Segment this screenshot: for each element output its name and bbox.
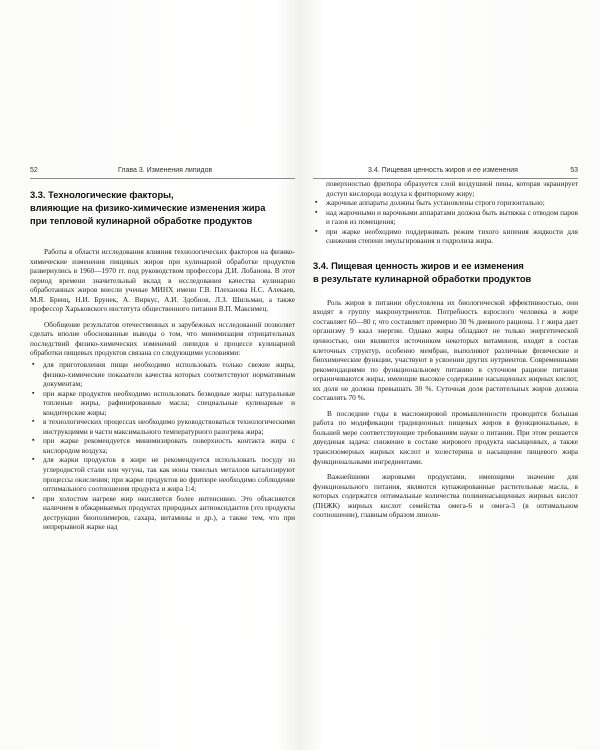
list-item: ▪ для приготовления пищи необходимо использовать только свежие жиры, физико-химические показатели качества которых соответствуют нормативным документам;	[30, 360, 295, 389]
list-item: ▪ при холостом нагреве жир окисляется более интенсивно. Это объясняется наличием в обжариваемых продуктах природных антиоксидантов (это продукты деструкции биополимеров, сахара, витамины и др.), а также тем, что при непрерывной жарке над	[30, 494, 295, 532]
list-item-continuation: поверхностью фритюра образуется слой воздушной пены, которая экранирует доступ кислорода воздуха к фритюрному жиру;	[326, 179, 578, 198]
list-item: ▪ жарочные аппараты должны быть установлены строго горизонтально;	[313, 198, 578, 208]
heading-line: влияющие на физико-химические изменения жира	[30, 203, 266, 213]
heading-line: 3.3. Технологические факторы,	[30, 190, 174, 200]
paragraph: Работы в области исследования влияния технологических факторов на физико-химические изменения пищевых жиров при кулинарной обработке продуктов развернулись в 1960—1970 гг. под руководством профессора Д.И. Лобанова. В этот период времени значительный вклад в исследования качества кулинарно обработанных жиров внесли ученые МИНХ имени Г.В. Плеханова Н.С. Алекаев, М.Я. Бренц, Н.И. Брунек, А. Виркус, А.И. Здобнов, Л.З. Шильман, а также профессор Харьковского института общественного питания В.П. Максимец.	[30, 247, 295, 314]
conditions-list-continued	[313, 179, 578, 246]
paragraph: Важнейшими жировыми продуктами, имеющими значение для функционального питания, являются купажированные растительные масла, в которых содержатся оптимальные количества полиненасыщенных жирных кислот (ПНЖК) жирных кислот семейства омега-6 и омега-3 (в оптимальном соотношении), главным образом линоле-	[313, 472, 578, 520]
section-heading-3-4	[313, 260, 578, 286]
right-page-header	[313, 164, 578, 179]
list-item: ▪ над жарочными и варочными аппаратами должна быть вытяжка с отводом паров и газов из помещения;	[313, 208, 578, 227]
conditions-list	[30, 360, 295, 532]
running-head-left: Глава 3. Изменения липидов	[118, 167, 213, 174]
heading-line: 3.4. Пищевая ценность жиров и ее изменения	[313, 260, 524, 271]
left-page-header	[30, 164, 295, 179]
heading-line: при тепловой кулинарной обработке продуктов	[30, 216, 253, 226]
list-item: ▪ в технологических процессах необходимо руководствоваться технологическими инструкциями в части максимального температурного разогрева жира;	[30, 417, 295, 436]
section-heading-3-3	[30, 189, 295, 228]
heading-line: в результате кулинарной обработки продуктов	[313, 273, 532, 284]
list-item: ▪ для жарки продуктов в жире не рекомендуется использовать посуду из углеродистой стали или чугуна, так как ионы тяжелых металлов катализируют процессы окисления; при жарке продуктов во фритюре необходимо соблюдение оптимального соотношения продукта и жира 1:4;	[30, 455, 295, 493]
left-page	[30, 164, 295, 532]
paragraph: Роль жиров в питании обусловлена их биологической эффективностью, они входят в группу макронутриентов. Потребность взрослого человека в жире составляет 60—80 г, что составляет примерно 30 % дневного рациона. 1 г жира дает организму 9 ккал энергии. Однако жиры обладают не только энергетической ценностью, они являются источником некоторых витаминов, входят в состав клеточных структур, особенно мембран, выполняют различные физические и биохимические функции, участвуют в усвоении других нутриентов. Современными рекомендациями по функциональному питанию в суточном рационе питания ограничиваются жиры, имеющие высокое содержание насыщенных жирных кислот, их доля не должна превышать 30 %. Суточная доля растительных жиров должна составлять 70 %.	[313, 297, 578, 403]
page-number-right: 53	[570, 167, 578, 174]
paragraph: Обобщение результатов отечественных и зарубежных исследований позволяет сделать вполне обоснованные выводы о том, что минимизация отрицательных последствий физико-химических изменений липидов в процессе кулинарной обработки пищевых продуктов связана со следующими условиями:	[30, 319, 295, 358]
right-page	[313, 164, 578, 520]
list-item: ▪ при жарке необходимо поддерживать режим тихого кипения жидкости для снижения степени эмульгирования и гидролиза жира.	[313, 227, 578, 246]
list-item: ▪ при жарке рекомендуется минимизировать поверхность контакта жира с кислородом воздуха;	[30, 436, 295, 455]
paragraph: В последние годы в масложировой промышленности проводится большая работа по модификации традиционных пищевых жиров в функциональные, в большей мере соответствующие требованиям науки о питании. При этом решается двуединая задача: снижение в составе жирового продукта насыщенных, а также трансизомерных жирных кислот и холестерина и насыщение пищевого жира функциональными ингредиентами.	[313, 408, 578, 466]
list-item: ▪ при жарке продуктов необходимо использовать безводные жиры: натуральные топленые жиры, рафинированные масла; специальные кулинарные и кондитерские жиры;	[30, 389, 295, 418]
running-head-right: 3.4. Пищевая ценность жиров и ее изменения	[368, 167, 518, 174]
page-number-left: 52	[30, 167, 38, 174]
